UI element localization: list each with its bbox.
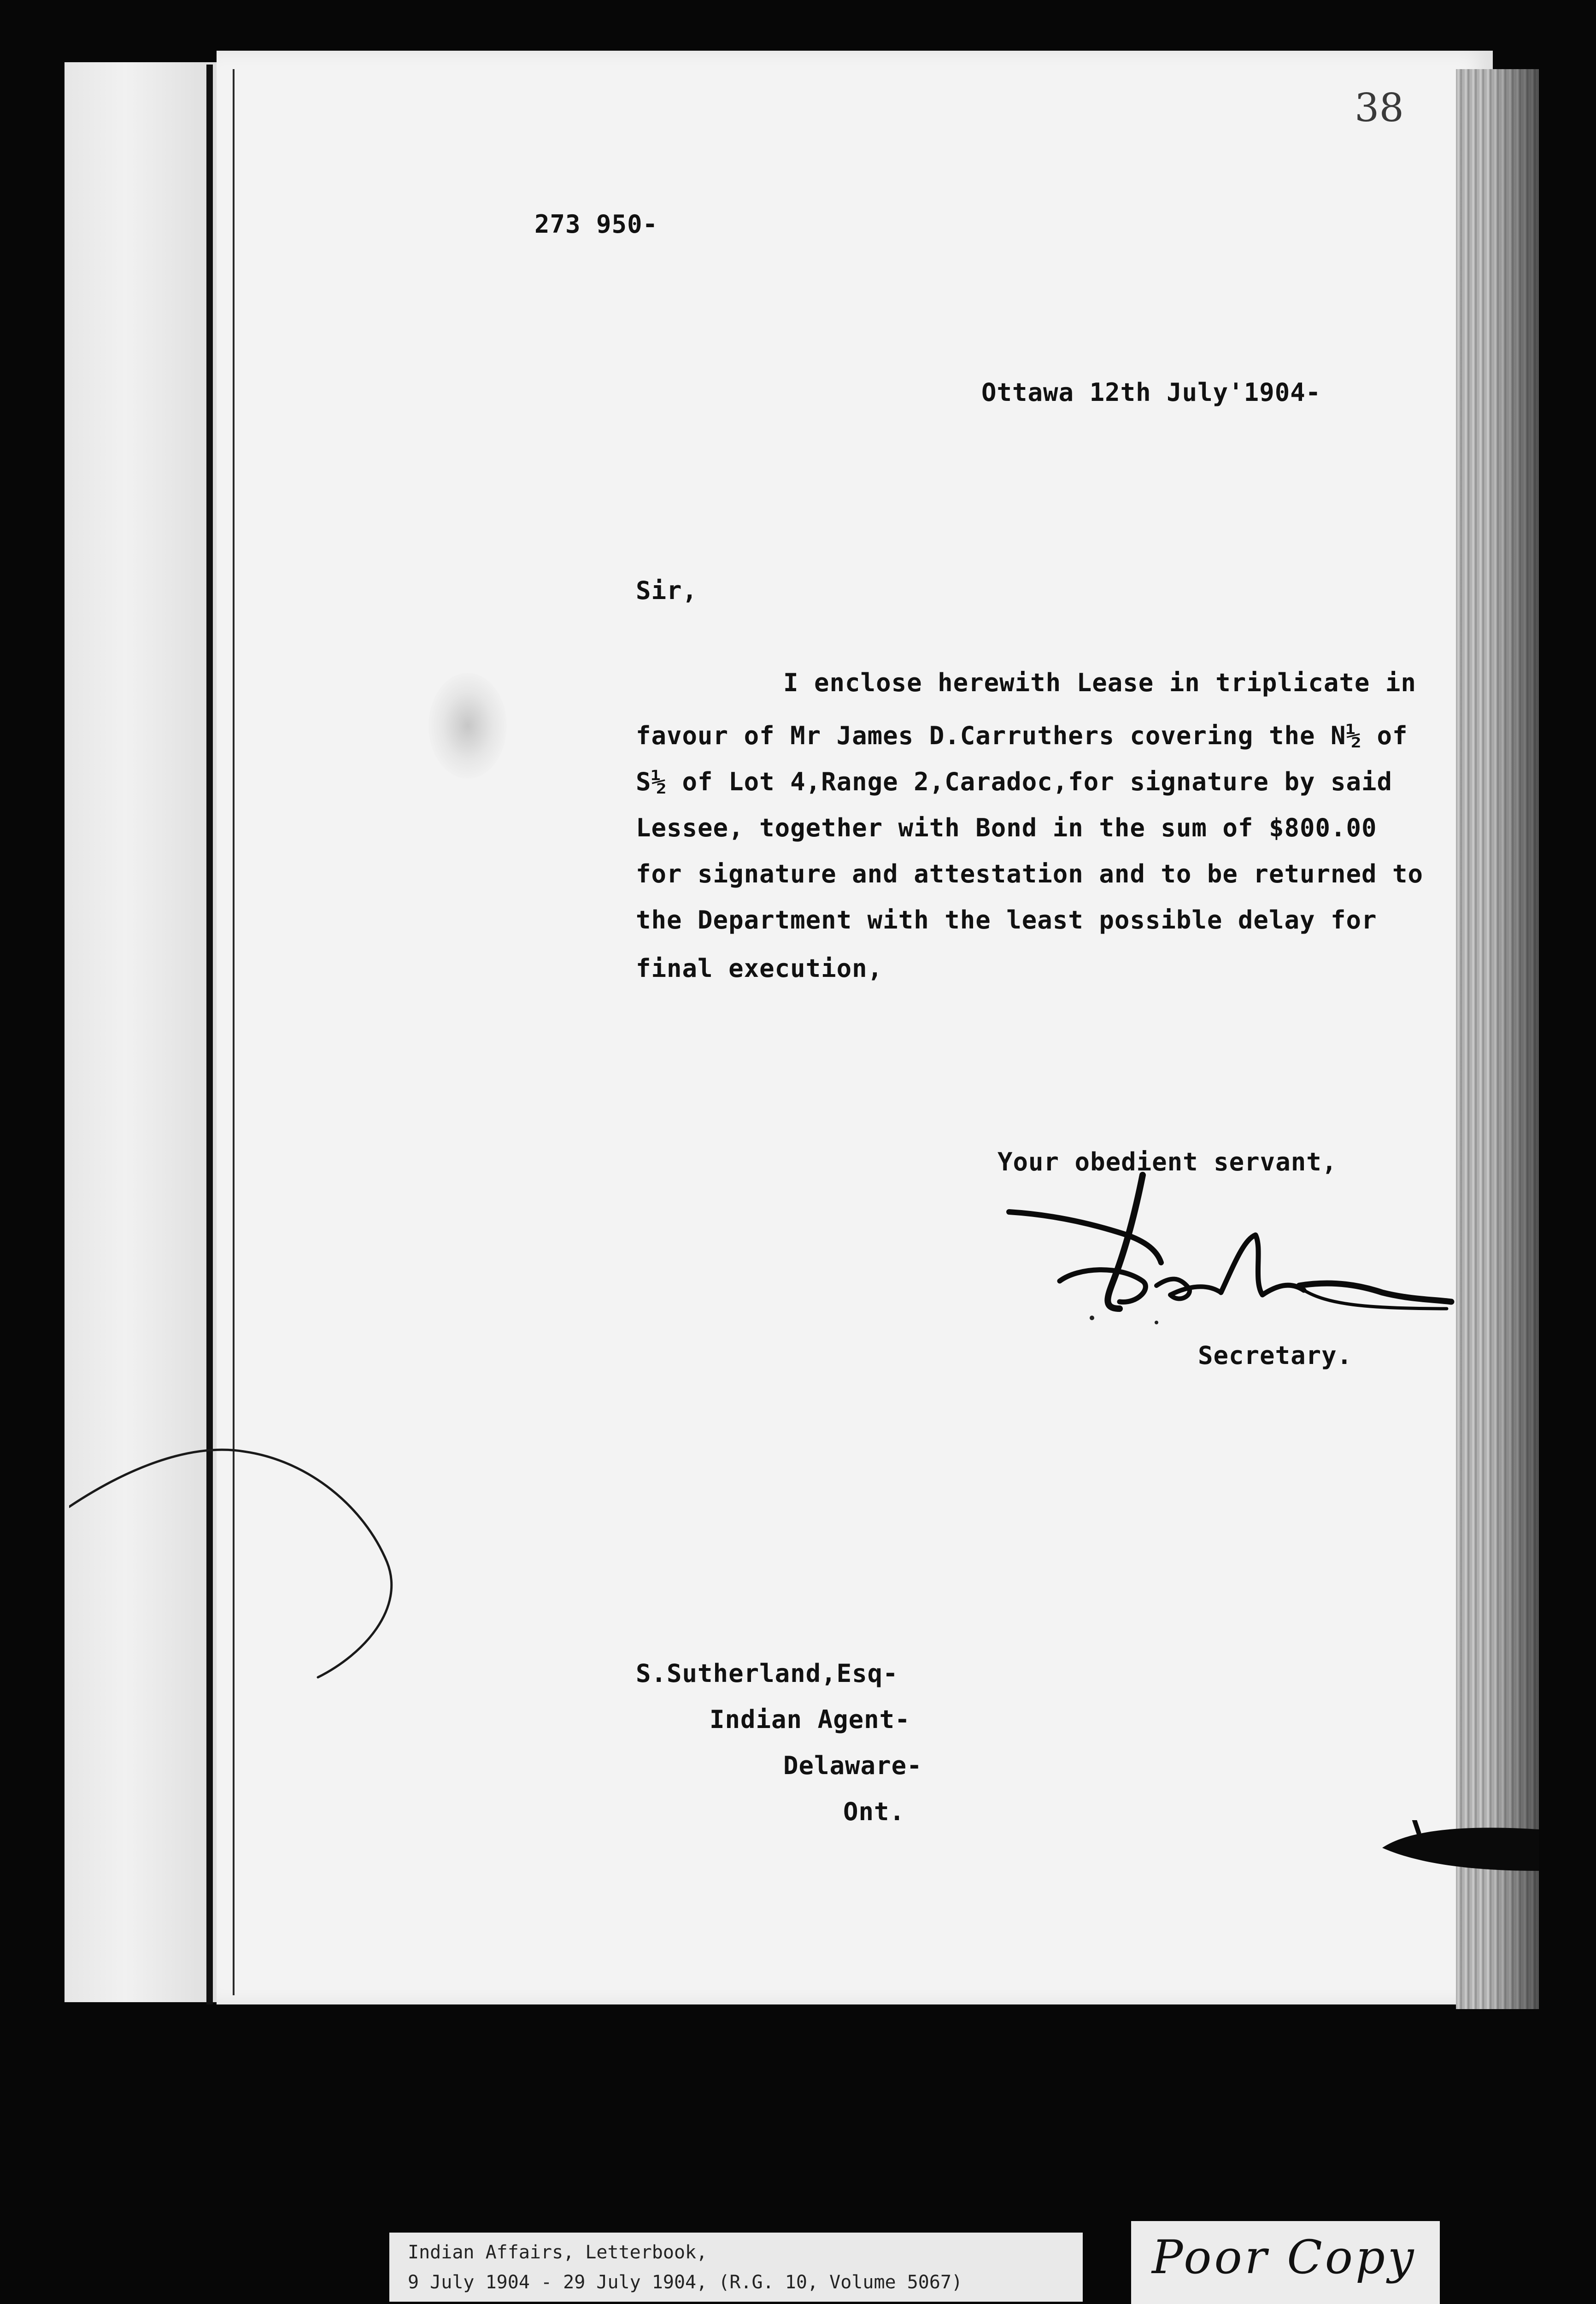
page-pin-shadow	[1382, 1820, 1539, 1875]
body-line: for signature and attestation and to be returned to	[636, 859, 1424, 888]
reference-number: 273 950-	[534, 210, 658, 239]
handwritten-signature	[1004, 1170, 1456, 1346]
stray-pencil-curve	[69, 1433, 401, 1691]
binding-inner-line	[233, 69, 235, 1995]
date-line: Ottawa 12th July'1904-	[981, 378, 1321, 407]
body-line: I enclose herewith Lease in triplicate in	[783, 668, 1416, 697]
body-line: final execution,	[636, 954, 883, 983]
body-line: Lessee, together with Bond in the sum of $800.00	[636, 813, 1377, 842]
body-line: favour of Mr James D.Carruthers covering the N½ of	[636, 721, 1408, 750]
address-line: Delaware-	[783, 1751, 922, 1780]
body-line: S½ of Lot 4,Range 2,Caradoc,for signature by said	[636, 767, 1393, 796]
closing-line: Your obedient servant,	[998, 1147, 1338, 1176]
quality-note: Poor Copy	[1152, 2230, 1417, 2284]
address-line: S.Sutherland,Esq-	[636, 1659, 898, 1688]
archive-label-line: Indian Affairs, Letterbook,	[408, 2242, 708, 2263]
binding-strip	[65, 62, 217, 2002]
binding-edge-line	[206, 65, 213, 2004]
body-line: the Department with the least possible delay for	[636, 905, 1377, 935]
page-edge-shadow	[1488, 69, 1539, 2009]
archive-label-line: 9 July 1904 - 29 July 1904, (R.G. 10, Volume 5067)	[408, 2272, 963, 2293]
address-line: Ont.	[843, 1797, 905, 1826]
address-line: Indian Agent-	[710, 1705, 910, 1734]
page-number: 38	[1355, 85, 1404, 130]
salutation: Sir,	[636, 576, 698, 605]
ink-smudge	[428, 673, 507, 779]
signer-title: Secretary.	[1198, 1341, 1353, 1370]
